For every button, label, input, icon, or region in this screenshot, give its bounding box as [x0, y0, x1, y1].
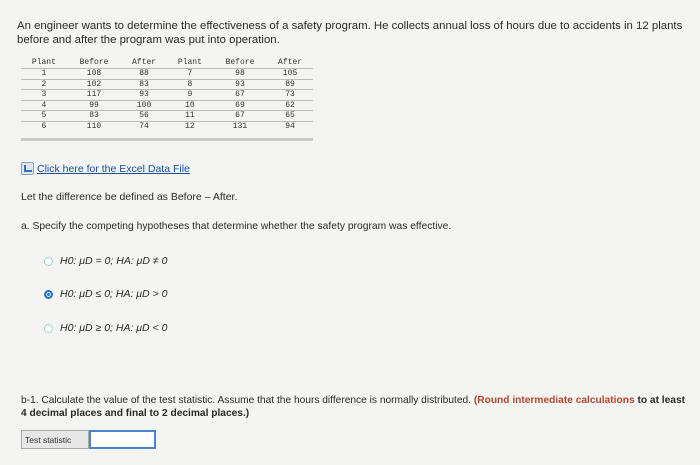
radio-button-selected[interactable]	[44, 290, 53, 299]
col-header: Plant	[31, 58, 56, 68]
option-label: H0: μD ≥ 0; HA: μD < 0	[60, 322, 168, 334]
table-row	[21, 69, 313, 79]
table-header-row	[21, 58, 313, 69]
radio-button[interactable]	[44, 324, 53, 333]
table-cell: 99	[89, 100, 99, 110]
col-header: After	[278, 58, 303, 68]
table-row	[21, 101, 313, 111]
table-cell: 9	[187, 90, 193, 100]
rounding-instruction-cont: to at least 4 decimal places and final to 2 decimal places.)	[21, 395, 686, 419]
table-cell: 108	[86, 69, 102, 78]
table-cell: 67	[235, 90, 245, 100]
rounding-instruction: (Round intermediate calculations	[473, 395, 635, 406]
table-cell: 4	[41, 100, 47, 110]
table-cell: 8	[187, 79, 193, 89]
excel-link-label: Click here for the Excel Data File	[37, 162, 190, 175]
col-header: Before	[225, 58, 255, 68]
table-cell: 93	[235, 79, 245, 89]
table-cell: 6	[41, 121, 47, 131]
col-header: Before	[79, 58, 109, 68]
table-bottom-divider	[21, 138, 313, 141]
table-cell: 83	[139, 79, 149, 89]
excel-file-icon	[21, 162, 34, 175]
table-cell: 98	[235, 69, 245, 78]
difference-definition: Let the difference be defined as Before – After.	[21, 191, 238, 203]
table-cell: 7	[187, 69, 193, 78]
question-b1	[21, 395, 693, 420]
table-row	[21, 80, 313, 90]
table-cell: 88	[139, 69, 149, 78]
test-statistic-input[interactable]	[89, 430, 156, 449]
problem-intro: An engineer wants to determine the effectiveness of a safety program. He collects annual loss of hours due to accidents in 12 plants before and after the program was put into operation.	[17, 20, 683, 46]
radio-button[interactable]	[44, 257, 53, 266]
table-cell: 117	[86, 90, 102, 100]
test-statistic-label: Test statistic	[21, 430, 89, 449]
table-cell: 56	[139, 111, 149, 121]
table-cell: 1	[41, 69, 47, 78]
table-cell: 73	[285, 90, 295, 100]
hypothesis-option-1[interactable]	[44, 254, 167, 268]
question-a: a. Specify the competing hypotheses that determine whether the safety program was effective.	[21, 221, 452, 232]
table-cell: 11	[185, 111, 195, 121]
col-header: Plant	[177, 58, 202, 68]
table-cell: 83	[89, 111, 99, 121]
table-row	[21, 90, 313, 100]
table-row	[21, 111, 313, 121]
excel-data-link[interactable]	[21, 162, 190, 175]
table-row	[21, 122, 313, 132]
option-label: H0: μD ≤ 0; HA: μD > 0	[60, 288, 168, 300]
table-cell: 2	[41, 79, 47, 89]
table-cell: 105	[282, 69, 298, 78]
table-cell: 100	[136, 100, 152, 110]
table-cell: 102	[86, 79, 102, 89]
table-cell: 10	[185, 100, 195, 110]
table-cell: 5	[41, 111, 47, 121]
table-cell: 67	[235, 111, 245, 121]
data-table	[21, 58, 313, 132]
col-header: After	[132, 58, 157, 68]
table-cell: 65	[285, 111, 295, 121]
table-cell: 89	[285, 79, 295, 89]
table-cell: 110	[86, 121, 102, 131]
table-cell: 131	[232, 121, 248, 131]
table-cell: 93	[139, 90, 149, 100]
test-statistic-row	[21, 430, 156, 449]
table-cell: 69	[235, 100, 245, 110]
table-cell: 12	[185, 121, 195, 131]
hypothesis-option-3[interactable]	[44, 321, 167, 335]
table-cell: 74	[139, 121, 149, 131]
option-label: H0: μD = 0; HA: μD ≠ 0	[60, 255, 168, 267]
table-cell: 3	[41, 90, 47, 100]
question-b1-text: b-1. Calculate the value of the test statistic. Assume that the hours difference is normally distributed.	[21, 395, 471, 406]
hypothesis-option-2[interactable]	[44, 287, 167, 301]
table-cell: 94	[285, 121, 295, 131]
table-cell: 62	[285, 100, 295, 110]
